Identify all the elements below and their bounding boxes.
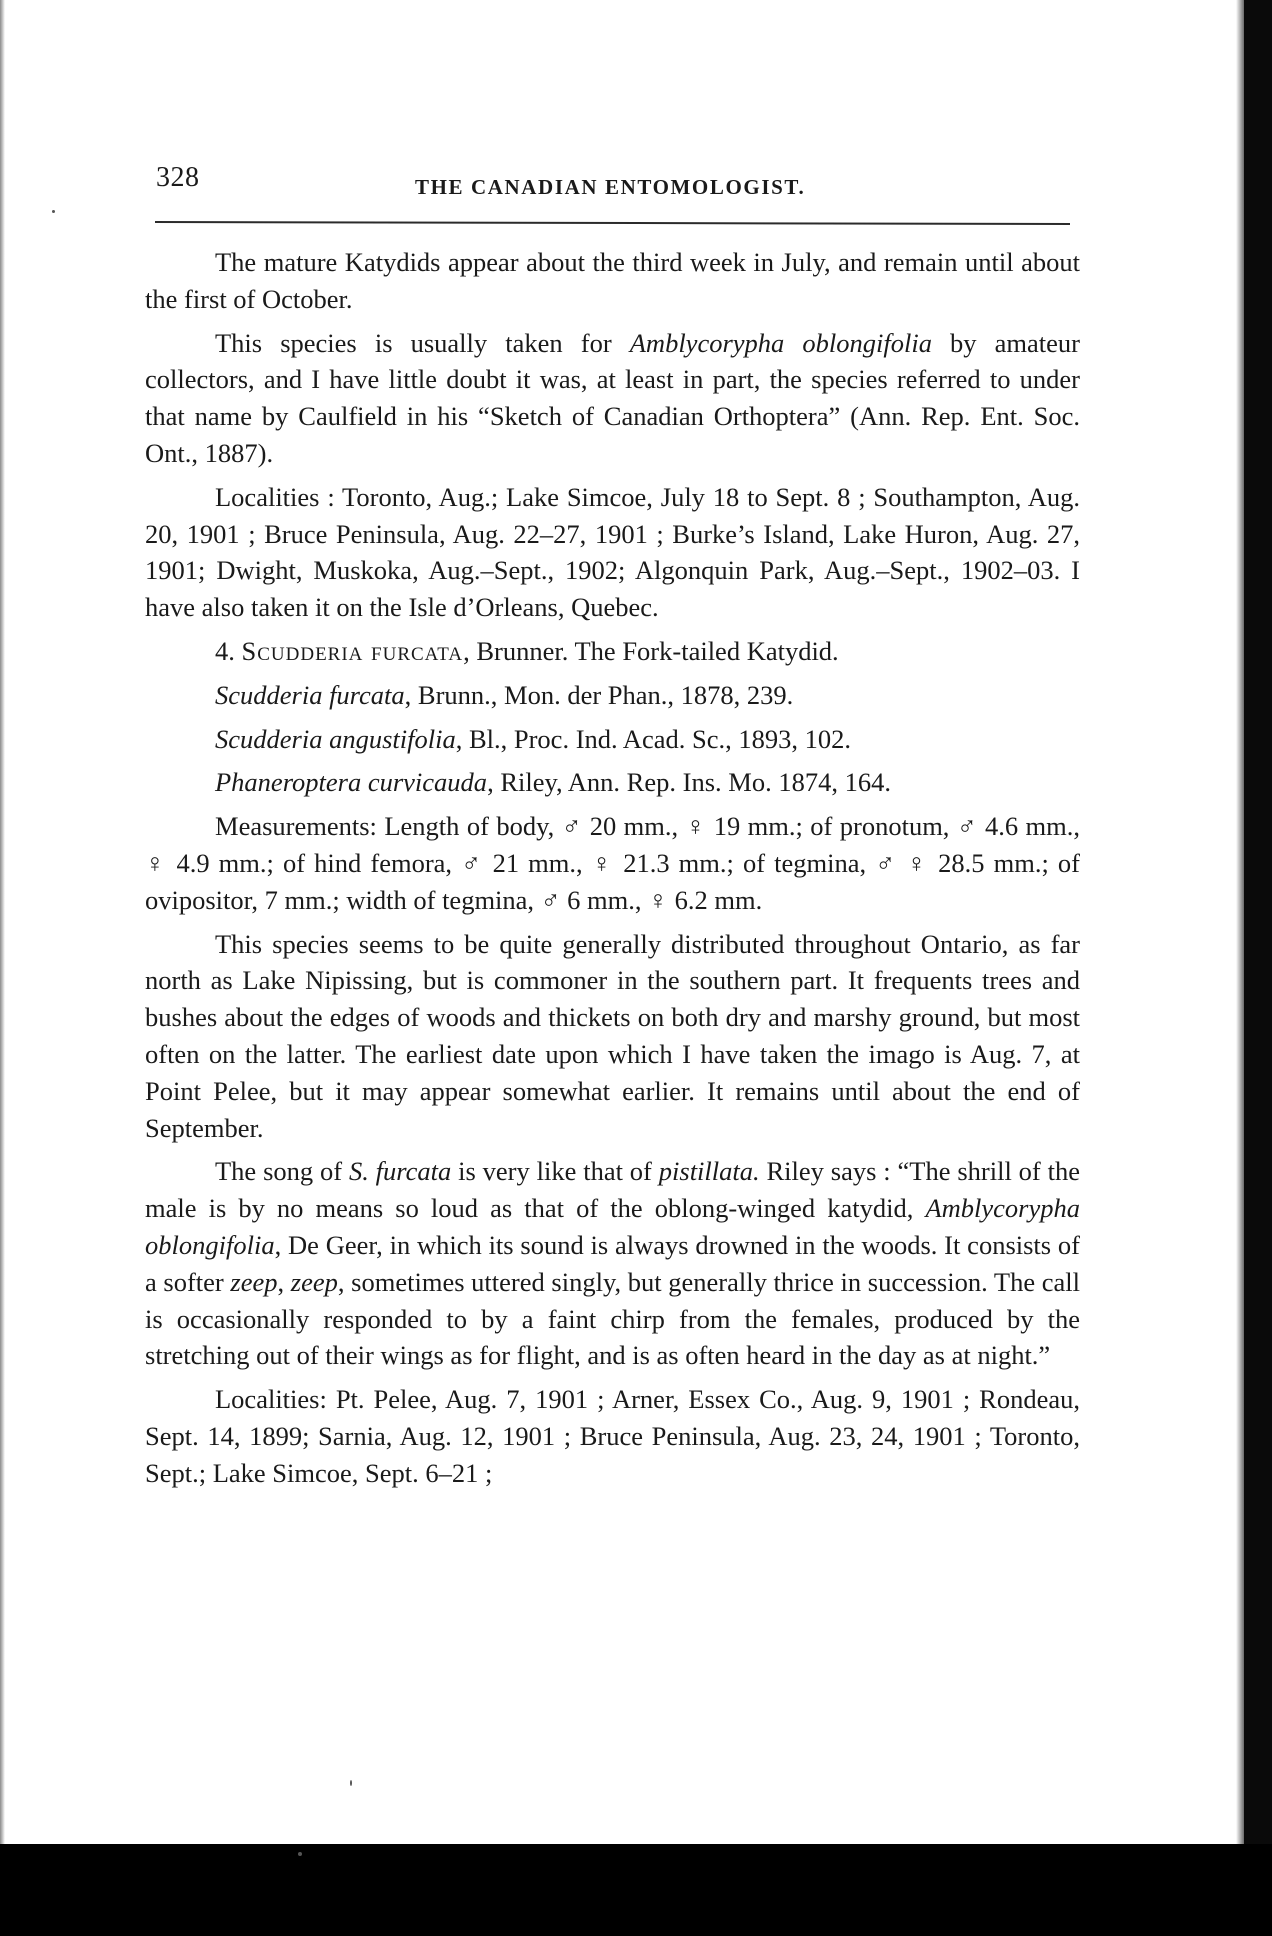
synonym-3: Phaneroptera curvicauda, Riley, Ann. Rep. Ins. Mo. 1874, 164. [215,767,891,798]
page-edge-bottom [0,1844,1272,1936]
page-header [150,158,1070,208]
page-edge-right [1244,0,1272,1936]
scan-speck [52,210,55,213]
header-rule [155,221,1070,225]
page-body [145,244,1080,1499]
paragraph-song: The song of S. furcata is very like that of pistillata. Riley says : “The shrill of the male is by no means so loud as that of the oblong-winged katydid, Amblycorypha oblongifolia, De Geer, in which its sound is always drowned in the woods. It consists of a softer zeep, zeep, sometimes uttered singly, but generally thrice in succession. The call is occasionally responded to by a faint chirp from the females, produced by the stretching out of their wings as for flight, and is as often heard in the day as at night.” [145,1156,1080,1371]
species-heading: 4. Scudderia furcata, Brunner. The Fork-tailed Katydid. [215,635,839,666]
page-edge-shade [1236,0,1244,1936]
paragraph-katydid-season: The mature Katydids appear about the third week in July, and remain until about the first of October. [145,247,1080,314]
paragraph-measurements: Measurements: Length of body, ♂ 20 mm., ♀ 19 mm.; of pronotum, ♂ 4.6 mm., ♀ 4.9 mm.; of hind femora, ♂ 21 mm., ♀ 21.3 mm.; of tegmina, ♂ ♀ 28.5 mm.; of ovipositor, 7 mm.; width of tegmina, ♂ 6 mm., ♀ 6.2 mm. [145,811,1080,915]
paragraph-localities-2: Localities: Pt. Pelee, Aug. 7, 1901 ; Arner, Essex Co., Aug. 9, 1901 ; Rondeau, Sept. 14, 1899; Sarnia, Aug. 12, 1901 ; Bruce Peninsula, Aug. 23, 24, 1901 ; Toronto, Sept.; Lake Simcoe, Sept. 6–21 ; [145,1384,1080,1488]
species-heading-name: Scudderia furcata [241,635,464,666]
page-number: 328 [156,162,200,193]
page-gutter-shadow [0,0,5,1844]
synonym-2: Scudderia angustifolia, Bl., Proc. Ind. Acad. Sc., 1893, 102. [215,723,851,754]
scan-speck [350,1780,352,1786]
paragraph-distribution: This species seems to be quite generally distributed throughout Ontario, as far north as Lake Nipissing, but is commoner in the southern part. It frequents trees and bushes about the edges of woods and thickets on both dry and marshy ground, but most often on the latter. The earliest date upon which I have taken the imago is Aug. 7, at Point Pelee, but it may appear somewhat earlier. It remains until about the end of September. [145,928,1080,1143]
paragraph-misidentification: This species is usually taken for Amblycorypha oblongifolia by amateur collectors, and I have little doubt it was, at least in part, the species referred to under that name by Caulfield in his “Sketch of Canadian Orthoptera” (Ann. Rep. Ent. Soc. Ont., 1887). [145,327,1080,468]
scan-speck [298,1852,302,1856]
running-title: THE CANADIAN ENTOMOLOGIST. [415,175,806,199]
species-name: Amblycorypha oblongifolia [629,327,932,358]
synonym-1: Scudderia furcata, Brunn., Mon. der Phan., 1878, 239. [215,679,794,710]
paragraph-localities-1: Localities : Toronto, Aug.; Lake Simcoe, July 18 to Sept. 8 ; Southampton, Aug. 20, 1901 ; Bruce Peninsula, Aug. 22–27, 1901 ; Burke’s Island, Lake Huron, Aug. 27, 1901; Dwight, Muskoka, Aug.–Sept., 1902; Algonquin Park, Aug.–Sept., 1902–03. I have also taken it on the Isle d’Orleans, Quebec. [145,481,1080,623]
